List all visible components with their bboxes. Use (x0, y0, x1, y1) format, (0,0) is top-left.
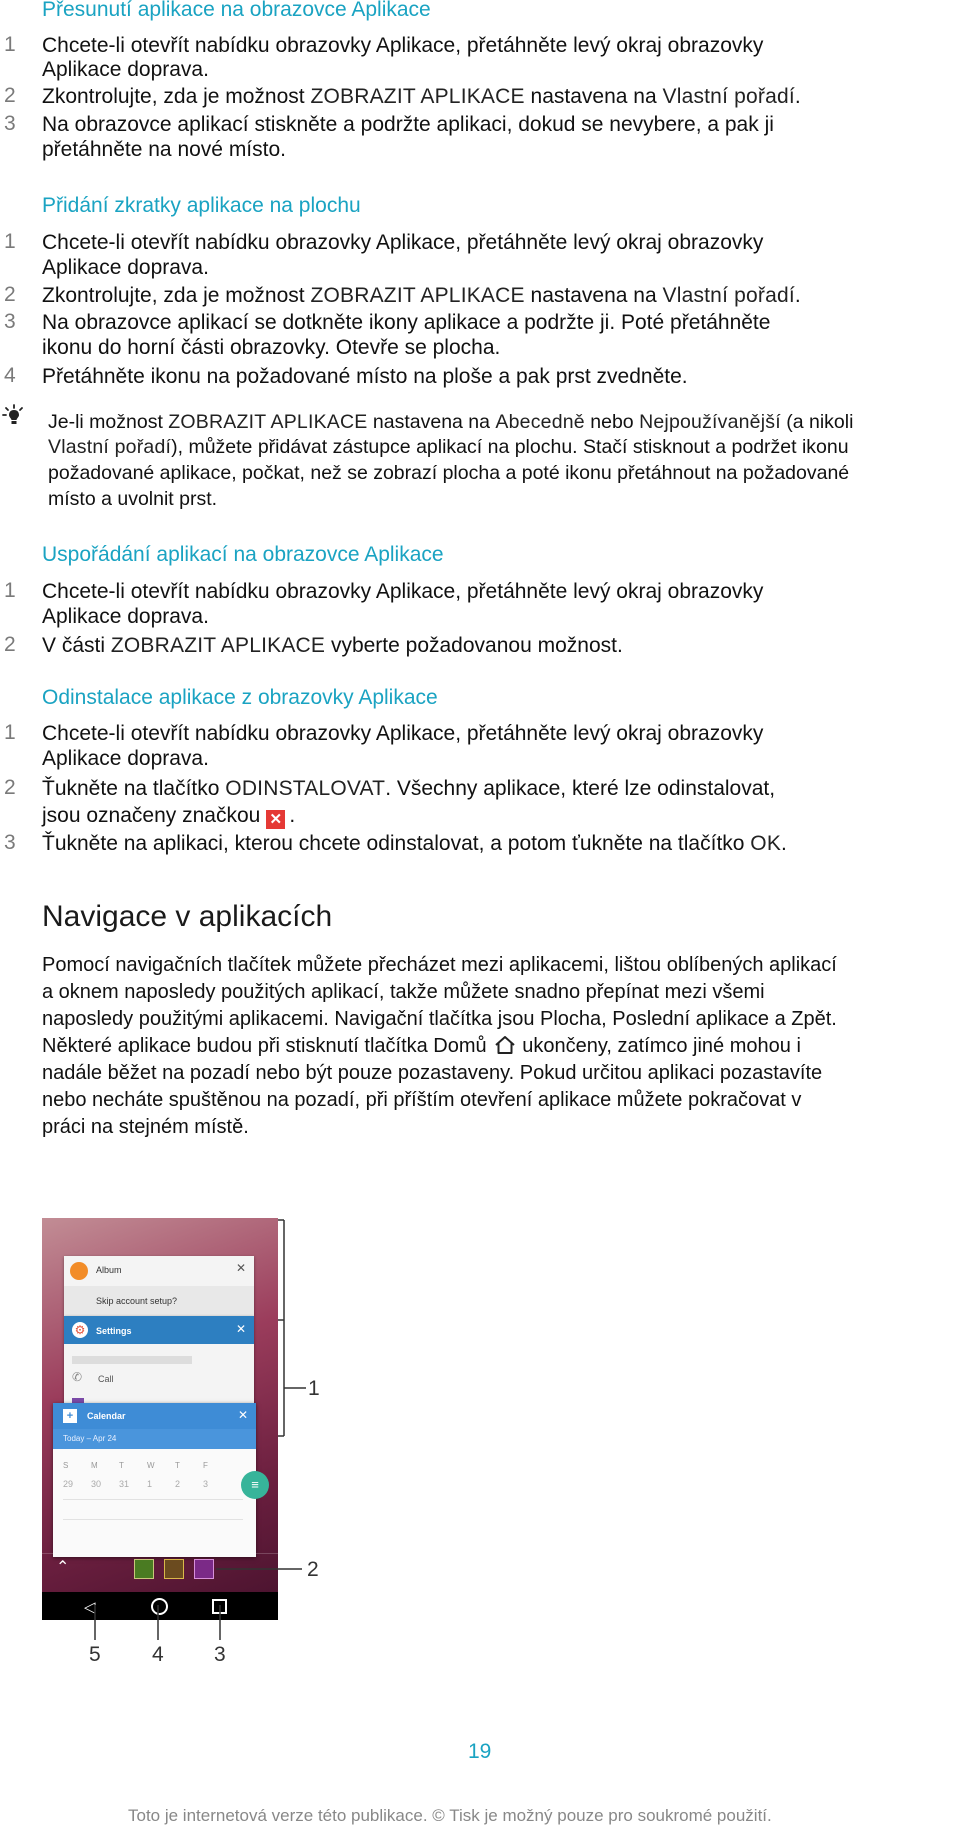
ui-term: ODINSTALOVAT (225, 777, 386, 800)
paragraph-line: práci na stejném místě. (42, 1116, 249, 1138)
page-heading: Navigace v aplikacích (42, 900, 333, 933)
callout-lines (0, 1200, 340, 1670)
callout-label: 4 (152, 1643, 164, 1666)
ui-term: Nejpoužívanější (639, 411, 781, 433)
paragraph-line: a oknem naposledy použitých aplikací, takže můžete snadno přepínat mezi všemi (42, 981, 765, 1003)
ui-term: Vlastní pořadí (662, 85, 795, 108)
step-number: 1 (4, 721, 16, 744)
step-text: Zkontrolujte, zda je možnost ZOBRAZIT APLIKACE nastavena na Vlastní pořadí. (42, 85, 801, 108)
callout-label: 1 (308, 1377, 320, 1400)
ui-term: OK (750, 832, 782, 855)
ui-term: Abecedně (495, 411, 585, 433)
tip-text: Je-li možnost ZOBRAZIT APLIKACE nastavena na Abecedně nebo Nejpoužívanější (a nikoli (48, 411, 854, 433)
paragraph-line: Pomocí navigačních tlačítek můžete přecházet mezi aplikacemi, lištou oblíbených aplikací (42, 954, 837, 976)
step-text: Zkontrolujte, zda je možnost ZOBRAZIT APLIKACE nastavena na Vlastní pořadí. (42, 284, 801, 307)
step-text: Aplikace doprava. (42, 747, 209, 770)
section-heading: Uspořádání aplikací na obrazovce Aplikace (42, 543, 444, 566)
step-number: 2 (4, 776, 16, 799)
card-title: Calendar (87, 1411, 126, 1421)
day: 3 (203, 1479, 209, 1489)
clear-all-button[interactable]: ≡ (241, 1471, 269, 1499)
page-number: 19 (468, 1740, 492, 1763)
close-icon[interactable]: ✕ (235, 1322, 246, 1336)
paragraph-line: Některé aplikace budou při stisknutí tlačítka Domů ukončeny, zatímco jiné mohou i (42, 1035, 801, 1057)
step-number: 3 (4, 831, 16, 854)
step-text: Ťukněte na aplikaci, kterou chcete odinstalovat, a potom ťukněte na tlačítko OK. (42, 832, 787, 855)
home-icon (493, 1034, 517, 1056)
callout-label: 2 (307, 1558, 319, 1581)
day: 1 (147, 1479, 153, 1489)
step-text: jsou označeny značkou ✕ . (42, 804, 296, 828)
close-icon[interactable]: ✕ (237, 1408, 248, 1422)
ui-term: ZOBRAZIT APLIKACE (310, 85, 525, 108)
paragraph-line: naposledy použitými aplikacemi. Navigační tlačítka jsou Plocha, Poslední aplikace a Zpět. (42, 1008, 837, 1030)
step-text: Chcete-li otevřít nabídku obrazovky Aplikace, přetáhněte levý okraj obrazovky (42, 231, 764, 254)
step-number: 3 (4, 310, 16, 333)
ui-term: Vlastní pořadí (662, 284, 795, 307)
step-text: Na obrazovce aplikací se dotkněte ikony aplikace a podržte ji. Poté přetáhněte (42, 311, 771, 334)
step-text: Aplikace doprava. (42, 256, 209, 279)
card-title: Album (96, 1265, 122, 1275)
step-number: 3 (4, 112, 16, 135)
footer-text: Toto je internetová verze této publikace. © Tisk je možný pouze pro soukromé použití. (128, 1806, 772, 1825)
callout-label: 5 (89, 1643, 101, 1666)
step-number: 2 (4, 283, 16, 306)
step-text: přetáhněte na nové místo. (42, 138, 286, 161)
ui-term: ZOBRAZIT APLIKACE (310, 284, 525, 307)
step-text: Přetáhněte ikonu na požadované místo na ploše a pak prst zvedněte. (42, 365, 688, 388)
step-text: Chcete-li otevřít nabídku obrazovky Aplikace, přetáhněte levý okraj obrazovky (42, 580, 764, 603)
section-heading: Odinstalace aplikace z obrazovky Aplikace (42, 686, 438, 709)
section-heading: Přidání zkratky aplikace na plochu (42, 194, 361, 217)
close-icon[interactable]: ✕ (235, 1261, 246, 1275)
step-text: Aplikace doprava. (42, 58, 209, 81)
tip-text: požadované aplikace, počkat, než se zobrazí plocha a poté ikonu přetáhnout na požadované (48, 462, 850, 484)
lightbulb-icon (2, 403, 28, 429)
weekday: W (147, 1461, 155, 1470)
step-text: ikonu do horní části obrazovky. Otevře se plocha. (42, 336, 501, 359)
step-text: Aplikace doprava. (42, 605, 209, 628)
uninstall-badge-icon: ✕ (266, 810, 285, 829)
step-number: 1 (4, 579, 16, 602)
day: 31 (119, 1479, 130, 1489)
ui-term: ZOBRAZIT APLIKACE (110, 634, 326, 657)
weekday: T (175, 1461, 180, 1470)
back-button[interactable]: ◁ (84, 1599, 96, 1616)
step-text: Ťukněte na tlačítko ODINSTALOVAT. Všechny aplikace, které lze odinstalovat, (42, 777, 776, 800)
step-text: Chcete-li otevřít nabídku obrazovky Aplikace, přetáhněte levý okraj obrazovky (42, 34, 764, 57)
card-text: Today – Apr 24 (63, 1434, 117, 1443)
weekday: M (91, 1461, 98, 1470)
paragraph-line: nebo necháte spuštěnou na pozadí, při příštím otevření aplikace můžete pokračovat v (42, 1089, 802, 1111)
day: 29 (63, 1479, 74, 1489)
step-text: Na obrazovce aplikací stiskněte a podržte aplikaci, dokud se nevybere, a pak ji (42, 113, 774, 136)
tip-text: Vlastní pořadí), můžete přidávat zástupce aplikací na plochu. Stačí stisknout a podržet ikonu (48, 436, 849, 458)
section-heading: Přesunutí aplikace na obrazovce Aplikace (42, 0, 431, 21)
callout-label: 3 (214, 1643, 226, 1666)
weekday: F (203, 1461, 208, 1470)
step-number: 2 (4, 84, 16, 107)
weekday: S (63, 1461, 69, 1470)
ui-term: ZOBRAZIT APLIKACE (168, 411, 368, 433)
calendar-icon: + (63, 1409, 77, 1423)
chevron-up-icon[interactable]: ⌃ (56, 1559, 70, 1576)
weekday: T (119, 1461, 124, 1470)
step-number: 1 (4, 230, 16, 253)
paragraph-line: nadále běžet na pozadí nebo být pouze pozastaveny. Pokud určitou aplikaci pozastavíte (42, 1062, 823, 1084)
step-number: 1 (4, 33, 16, 56)
phone-icon: ✆ (72, 1370, 83, 1384)
ui-term: Vlastní pořadí (48, 436, 172, 458)
day: 30 (91, 1479, 102, 1489)
day: 2 (175, 1479, 181, 1489)
card-text: Skip account setup? (96, 1296, 178, 1306)
card-text: Call (98, 1374, 114, 1384)
card-title: Settings (96, 1326, 132, 1336)
tip-text: místo a uvolnit prst. (48, 488, 218, 510)
step-text: V části ZOBRAZIT APLIKACE vyberte požadovanou možnost. (42, 634, 623, 657)
step-number: 2 (4, 633, 16, 656)
gear-icon: ⚙ (72, 1322, 88, 1338)
step-text: Chcete-li otevřít nabídku obrazovky Aplikace, přetáhněte levý okraj obrazovky (42, 722, 764, 745)
step-number: 4 (4, 364, 16, 387)
